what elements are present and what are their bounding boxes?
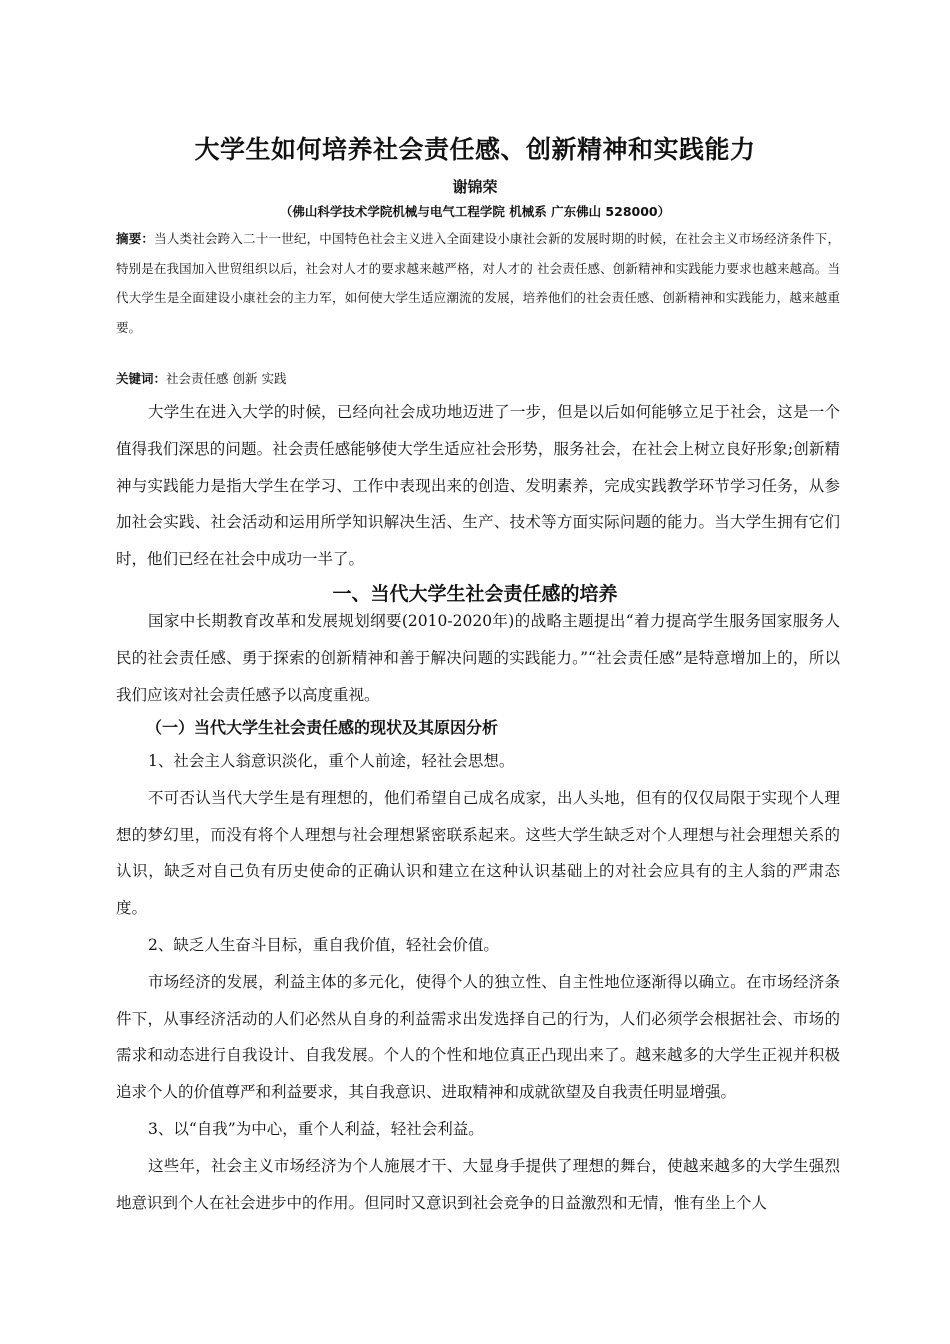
body-paragraph-3: 这些年，社会主义市场经济为个人施展才干、大显身手提供了理想的舞台，使越来越多的大学生强烈地意识到个人在社会进步中的作用。但同时又意识到社会竞争的日益激烈和无情，惟有坐上个人 <box>116 1156 840 1212</box>
abstract-label: 摘要： <box>116 231 155 246</box>
body-paragraph-1: 不可否认当代大学生是有理想的，他们希望自己成名成家，出人头地，但有的仅仅局限于实现个人理想的梦幻里，而没有将个人理想与社会理想紧密联系起来。这些大学生缺乏对个人理想与社会理想关系的认识，缺乏对自己负有历史使命的正确认识和建立在这种认识基础上的对社会应具有的主人翁的严肃态度。 <box>116 788 840 918</box>
subsection-body <box>116 743 840 1221</box>
point-heading-3: 3、以“自我”为中心，重个人利益，轻社会利益。 <box>148 1119 484 1138</box>
keywords-label: 关键词： <box>116 371 167 386</box>
introduction <box>116 394 840 578</box>
body-paragraph-2: 市场经济的发展，利益主体的多元化，使得个人的独立性、自主性地位逐渐得以确立。在市场经济条件下，从事经济活动的人们必然从自身的利益需求出发选择自己的行为，人们必须学会根据社会、市场的需求和动态进行自我设计、自我发展。个人的个性和地位真正凸现出来了。越来越多的大学生正视并积极追求个人的价值尊严和利益要求，其自我意识、进取精神和成就欲望及自我责任明显增强。 <box>116 972 840 1102</box>
point-heading-1: 1、社会主人翁意识淡化，重个人前途，轻社会思想。 <box>148 752 515 770</box>
subsection-heading: （一）当代大学生社会责任感的现状及其原因分析 <box>146 718 499 737</box>
section-paragraph: 国家中长期教育改革和发展规划纲要(2010-2020年)的战略主题提出“着力提高学生服务国家服务人民的社会责任感、勇于探索的创新精神和善于解决问题的实践能力。”“社会责任感”是特意增加上的，所以我们应该对社会责任感予以高度重视。 <box>116 612 840 704</box>
abstract <box>116 224 840 342</box>
document-title: 大学生如何培养社会责任感、创新精神和实践能力 <box>194 135 756 164</box>
intro-paragraph: 大学生在进入大学的时候，已经向社会成功地迈进了一步，但是以后如何能够立足于社会，这是一个值得我们深思的问题。社会责任感能够使大学生适应社会形势，服务社会，在社会上树立良好形象;创新精神与实践能力是指大学生在学习、工作中表现出来的创造、发明素养，完成实践教学环节学习任务，从参加社会实践、社会活动和运用所学知识解决生活、生产、技术等方面实际问题的能力。当大学生拥有它们时，他们已经在社会中成功一半了。 <box>116 403 840 569</box>
section-intro <box>116 603 840 713</box>
keywords-text: 社会责任感 创新 实践 <box>166 371 287 386</box>
section-heading: 一、当代大学生社会责任感的培养 <box>332 583 618 605</box>
abstract-text: 当人类社会跨入二十一世纪，中国特色社会主义进入全面建设小康社会新的发展时期的时候，在社会主义市场经济条件下，特别是在我国加入世贸组织以后，社会对人才的要求越来越严格，对人才的 社会责任感、创新精神和实践能力要求也越来越高。当代大学生是全面建设小康社会的主力军，如何使大学生适应潮流的发展，培养他们的社会责任感、创新精神和实践能力，越来越重要。 <box>116 231 840 335</box>
keywords <box>116 367 840 391</box>
author-affiliation: （佛山科学技术学院机械与电气工程学院 机械系 广东佛山 528000） <box>279 204 671 219</box>
author-name: 谢锦荣 <box>452 178 498 196</box>
point-heading-2: 2、缺乏人生奋斗目标，重自我价值，轻社会价值。 <box>148 935 499 954</box>
